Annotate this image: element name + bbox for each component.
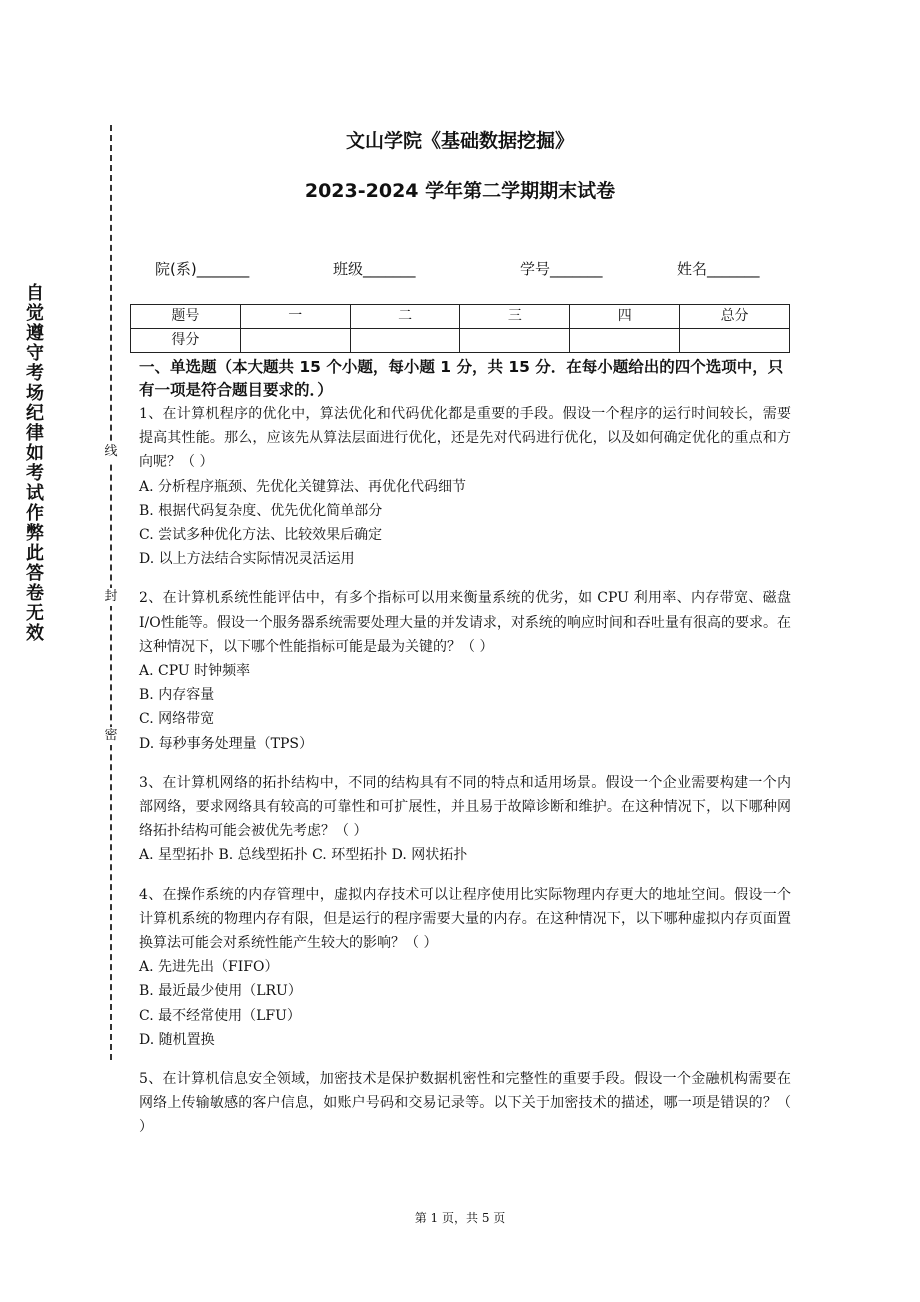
class-field[interactable]: 班级_______ [333, 260, 416, 278]
answer-option[interactable]: A. 分析程序瓶颈、先优化关键算法、再优化代码细节 [139, 478, 467, 495]
warning-char: 弊 [26, 523, 44, 544]
exam-title: 文山学院《基础数据挖掘》 [345, 130, 574, 152]
question-text: 1、在计算机程序的优化中，算法优化和代码优化都是重要的手段。假设一个程序的运行时间较长，需要提高其性能。那么，应该先从算法层面进行优化，还是先对代码进行优化，以及如何确定优化的重点和方向呢？（ ） [139, 406, 791, 471]
warning-char: 遵 [26, 323, 44, 344]
exam-subtitle: 2023-2024 学年第二学期期末试卷 [304, 180, 616, 202]
table-cell: 得分 [131, 329, 241, 353]
student-id-field[interactable]: 学号_______ [520, 260, 603, 278]
answer-option[interactable]: D. 随机置换 [139, 1031, 215, 1048]
answer-option[interactable]: C. 网络带宽 [139, 711, 215, 728]
warning-char: 无 [26, 603, 44, 624]
answer-option[interactable]: D. 以上方法结合实际情况灵活运用 [139, 551, 355, 568]
warning-char: 纪 [26, 403, 44, 424]
table-cell: 三 [460, 305, 570, 329]
answer-option[interactable]: A. 先进先出（FIFO） [139, 959, 279, 976]
question-text: 2、在计算机系统性能评估中，有多个指标可以用来衡量系统的优劣，如 CPU 利用率、内存带宽、磁盘I/O性能等。假设一个服务器系统需要处理大量的并发请求，对系统的响应时间和吞吐量有很高的要求。在这种情况下，以下哪个性能指标可能是最为关键的？（ ） [139, 590, 791, 655]
answer-option[interactable]: A. CPU 时钟频率 [139, 663, 251, 680]
warning-char: 卷 [26, 583, 44, 604]
exam-discipline-warning [24, 284, 46, 644]
answer-option[interactable]: C. 最不经常使用（LFU） [139, 1007, 301, 1024]
warning-char: 答 [26, 563, 44, 584]
question-3 [139, 771, 791, 868]
answer-option[interactable]: B. 内存容量 [139, 687, 215, 704]
warning-char: 此 [26, 543, 44, 564]
score-cell[interactable] [240, 329, 350, 353]
question-5 [139, 1067, 791, 1140]
question-text: 4、在操作系统的内存管理中，虚拟内存技术可以让程序使用比实际物理内存更大的地址空间。假设一个计算机系统的物理内存有限，但是运行的程序需要大量的内存。在这种情况下，以下哪种虚拟内存页面置换算法可能会对系统性能产生较大的影响？（ ） [139, 886, 791, 952]
answer-option[interactable]: A. 星型拓扑 B. 总线型拓扑 C. 环型拓扑 D. 网状拓扑 [139, 847, 468, 864]
question-list [139, 402, 791, 1140]
question-text: 3、在计算机网络的拓扑结构中，不同的结构具有不同的特点和适用场景。假设一个企业需要构建一个内部网络，要求网络具有较高的可靠性和可扩展性，并且易于故障诊断和维护。在这种情况下，以下哪种网络拓扑结构可能会被优先考虑？（ ） [139, 774, 791, 840]
question-4 [139, 883, 791, 1052]
table-cell: 二 [350, 305, 460, 329]
warning-char: 律 [26, 423, 44, 444]
warning-char: 场 [26, 383, 44, 404]
warning-char: 效 [26, 623, 44, 644]
score-table-header-row [131, 305, 790, 329]
page-footer: 第 1 页，共 5 页 [414, 1211, 506, 1225]
warning-char: 作 [26, 503, 44, 524]
warning-char: 自 [26, 283, 44, 304]
name-field[interactable]: 姓名_______ [677, 260, 760, 278]
section-heading: 一、单选题（本大题共 15 个小题，每小题 1 分，共 15 分．在每小题给出的四个选项中，只有一项是符合题目要求的．） [139, 358, 784, 399]
question-2 [139, 586, 791, 755]
binding-mark-line: 线 [104, 444, 118, 459]
score-cell[interactable] [570, 329, 680, 353]
warning-char: 觉 [26, 303, 44, 324]
table-cell: 四 [570, 305, 680, 329]
question-text: 5、在计算机信息安全领域，加密技术是保护数据机密性和完整性的重要手段。假设一个金融机构需要在网络上传输敏感的客户信息，如账户号码和交易记录等。以下关于加密技术的描述，哪一项是错误的？（ ） [139, 1071, 791, 1136]
answer-option[interactable]: B. 最近最少使用（LRU） [139, 983, 302, 1000]
score-cell[interactable] [680, 329, 790, 353]
binding-mark-seal: 封 [104, 589, 118, 604]
score-table [130, 304, 790, 353]
question-1 [139, 402, 791, 571]
warning-char: 考 [26, 363, 44, 384]
warning-char: 如 [26, 443, 44, 464]
table-cell: 题号 [131, 305, 241, 329]
answer-option[interactable]: C. 尝试多种优化方法、比较效果后确定 [139, 527, 383, 544]
warning-char: 考 [26, 463, 44, 484]
score-cell[interactable] [460, 329, 570, 353]
warning-char: 守 [26, 343, 44, 364]
exam-content [139, 356, 791, 1140]
answer-option[interactable]: D. 每秒事务处理量（TPS） [139, 735, 313, 752]
table-cell: 总分 [680, 305, 790, 329]
department-field[interactable]: 院(系)_______ [155, 260, 250, 278]
answer-option[interactable]: B. 根据代码复杂度、优先优化简单部分 [139, 502, 383, 519]
score-table-score-row [131, 329, 790, 353]
score-cell[interactable] [350, 329, 460, 353]
table-cell: 一 [240, 305, 350, 329]
binding-mark-secret: 密 [104, 728, 118, 743]
warning-char: 试 [26, 483, 44, 504]
